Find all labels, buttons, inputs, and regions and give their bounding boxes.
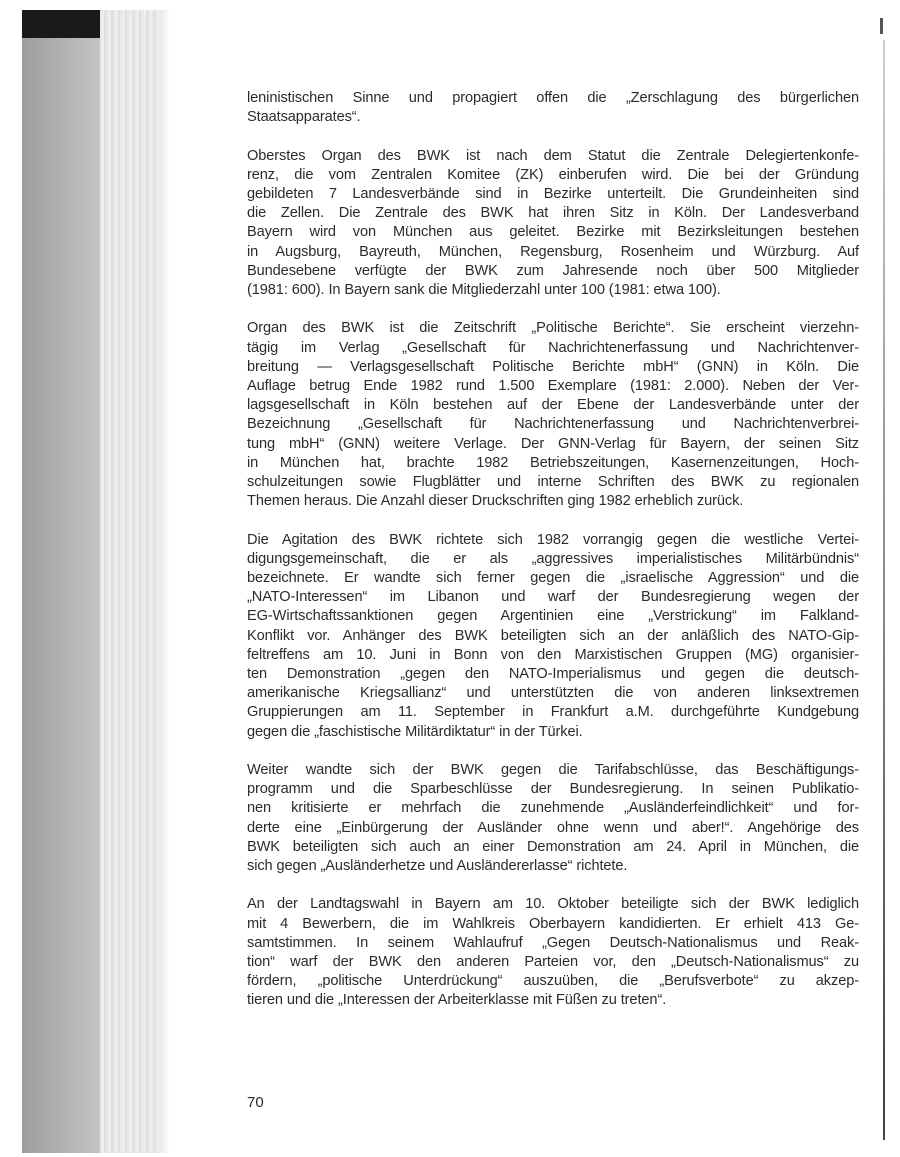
paragraph [247, 147, 859, 301]
text-line: Bayern wird von München aus geleitet. Bezirke mit Bezirksleitungen bestehen [247, 224, 859, 241]
text-line: gebildeten 7 Landesverbände sind in Bezirke unterteilt. Die Grundeinheiten sind [247, 186, 859, 202]
document-body [247, 89, 859, 1030]
text-line: tion“ warf der BWK den anderen Parteien vor, den „Deutsch-Nationalismus“ zu [247, 954, 859, 971]
text-line: (1981: 600). In Bayern sank die Mitgliederzahl unter 100 (1981: etwa 100). [247, 282, 721, 299]
text-line: digungsgemeinschaft, die er als „aggressives imperialistisches Militärbündnis“ [247, 550, 859, 567]
text-line: tung mbH“ (GNN) weitere Verlage. Der GNN-Verlag für Bayern, der seinen Sitz [247, 435, 859, 452]
text-line: programm und die Sparbeschlüsse der Bundesregierung. In seinen Publikatio- [247, 781, 859, 798]
text-line: feltreffens am 10. Juni in Bonn von den Marxistischen Gruppen (MG) organisier- [247, 646, 859, 663]
text-line: samtstimmen. In seinem Wahlaufruf „Gegen Deutsch-Nationalismus und Reak- [247, 934, 859, 951]
text-line: tägig im Verlag „Gesellschaft für Nachrichtenerfassung und Nachrichtenver- [247, 339, 859, 356]
paragraph [247, 89, 859, 127]
page-stack-edge [100, 10, 160, 1153]
page-number: 70 [247, 1094, 264, 1111]
text-line: Auflage betrug Ende 1982 rund 1.500 Exemplare (1981: 2.000). Neben der Ver- [247, 378, 859, 395]
text-line: lagsgesellschaft in Köln bestehen auf der Ebene der Landesverbände unter der [247, 397, 859, 414]
text-line: Konflikt vor. Anhänger des BWK beteiligten sich an der anläßlich des NATO-Gip- [247, 627, 859, 644]
text-line: leninistischen Sinne und propagiert offen die „Zerschlagung des bürgerlichen [247, 90, 859, 106]
text-line: fördern, „politische Unterdrückung“ auszuüben, die „Berufsverbote“ zu akzep- [247, 973, 859, 990]
text-line: Weiter wandte sich der BWK gegen die Tarifabschlüsse, das Beschäftigungs- [247, 762, 859, 779]
text-line: EG-Wirtschaftssanktionen gegen Argentinien eine „Verstrickung“ im Falkland- [247, 608, 859, 625]
text-line: renz, die vom Zentralen Komitee (ZK) einberufen wird. Die bei der Gründung [247, 166, 859, 183]
text-line: tieren und die „Interessen der Arbeiterklasse mit Füßen zu treten“. [247, 992, 667, 1009]
text-line: Themen heraus. Die Anzahl dieser Druckschriften ging 1982 erheblich zurück. [247, 493, 744, 510]
text-line: Staatsapparates“. [247, 109, 361, 126]
text-line: Die Agitation des BWK richtete sich 1982 vorrangig gegen die westliche Vertei- [247, 531, 859, 548]
text-line: Bezeichnung „Gesellschaft für Nachrichtenerfassung und Nachrichtenverbrei- [247, 416, 859, 433]
text-line: Organ des BWK ist die Zeitschrift „Politische Berichte“. Sie erscheint vierzehn- [247, 320, 859, 337]
text-line: Bundesebene verfügte der BWK zum Jahresende noch über 500 Mitglieder [247, 262, 859, 279]
text-line: breitung — Verlagsgesellschaft Politische Berichte mbH“ (GNN) in Köln. Die [247, 358, 859, 375]
text-line: „NATO-Interessen“ im Libanon und warf der Bundesregierung wegen der [247, 589, 859, 606]
right-page-edge [883, 40, 885, 1140]
text-line: Oberstes Organ des BWK ist nach dem Statut die Zentrale Delegiertenkonfe- [247, 147, 859, 164]
text-line: nen kritisierte er mehrfach die zunehmende „Ausländerfeindlichkeit“ und for- [247, 800, 859, 817]
text-line: Gruppierungen am 11. September in Frankfurt a.M. durchgeführte Kundgebung [247, 704, 859, 721]
paragraph [247, 895, 859, 1010]
text-line: schulzeitungen sowie Flugblätter und interne Schriften des BWK zu regionalen [247, 474, 859, 491]
text-line: in Augsburg, Bayreuth, München, Regensburg, Rosenheim und Würzburg. Auf [247, 243, 859, 260]
book-cover-edge [22, 38, 100, 1153]
scan-mark [880, 18, 883, 34]
paragraph [247, 761, 859, 876]
text-line: mit 4 Bewerbern, die im Wahlkreis Oberbayern kandidierten. Er erhielt 413 Ge- [247, 915, 859, 932]
text-line: in München hat, brachte 1982 Betriebszeitungen, Kasernenzeitungen, Hoch- [247, 454, 859, 471]
text-line: bezeichnete. Er wandte sich ferner gegen die „israelische Aggression“ und die [247, 570, 859, 587]
text-line: ten Demonstration „gegen den NATO-Imperialismus und gegen die deutsch- [247, 666, 859, 683]
paragraph [247, 319, 859, 511]
text-line: gegen die „faschistische Militärdiktatur“ in der Türkei. [247, 723, 583, 740]
text-line: BWK beteiligten sich auch an einer Demonstration am 24. April in München, die [247, 838, 859, 855]
text-line: die Zellen. Die Zentrale des BWK hat ihren Sitz in Köln. Der Landesverband [247, 205, 859, 222]
text-line: sich gegen „Ausländerhetze und Ausländererlasse“ richtete. [247, 858, 628, 875]
text-line: derte eine „Einbürgerung der Ausländer ohne wenn und aber!“. Angehörige des [247, 819, 859, 836]
paragraph [247, 531, 859, 742]
gutter-shadow [160, 10, 170, 1153]
text-line: amerikanische Kriegsallianz“ und unterstützten die von anderen linksextremen [247, 685, 859, 702]
text-line: An der Landtagswahl in Bayern am 10. Oktober beteiligte sich der BWK lediglich [247, 896, 859, 913]
